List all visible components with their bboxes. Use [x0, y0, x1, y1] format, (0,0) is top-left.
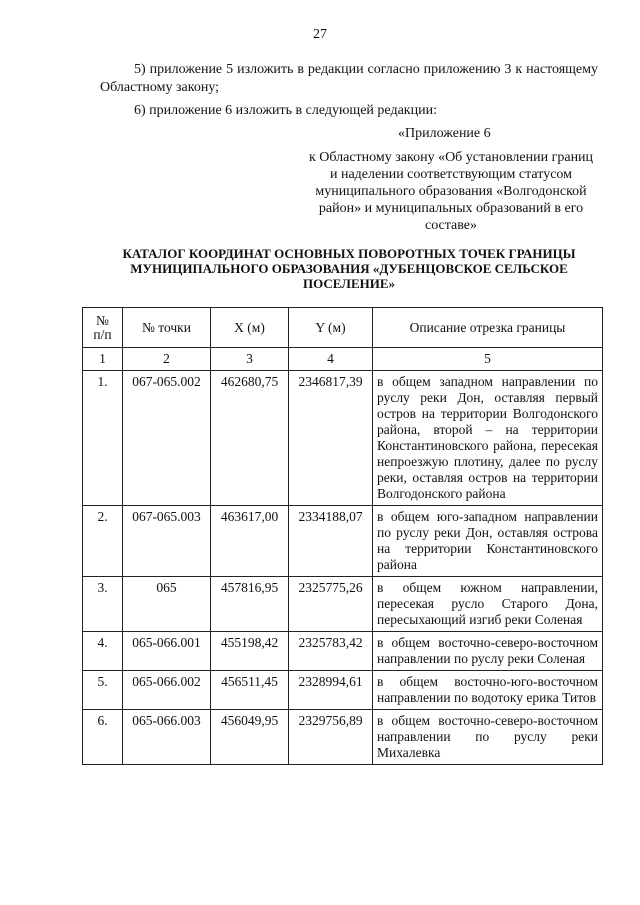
column-number: 4 [289, 348, 373, 371]
header-num-line2: п/п [93, 326, 112, 342]
column-number: 5 [373, 348, 603, 371]
table-row [83, 671, 603, 710]
y-coordinate: 2334188,07 [289, 506, 373, 577]
paragraph-item-6: 6) приложение 6 изложить в следующей редакции: [134, 103, 437, 118]
page-number: 27 [313, 27, 327, 42]
appendix-title: «Приложение 6 [398, 126, 491, 141]
point-id: 065 [123, 577, 211, 632]
header-num [83, 308, 123, 348]
y-coordinate: 2325775,26 [289, 577, 373, 632]
segment-description: в общем восточно-северо-восточном направлении по руслу реки Михалевка [373, 710, 603, 765]
segment-description: в общем южном направлении, пересекая русло Старого Дона, пересыхающий изгиб реки Соленая [373, 577, 603, 632]
header-point: № точки [123, 308, 211, 348]
column-number: 3 [211, 348, 289, 371]
header-num-line1: № [96, 312, 109, 328]
row-number: 2. [83, 506, 123, 577]
point-id: 067-065.002 [123, 371, 211, 506]
y-coordinate: 2328994,61 [289, 671, 373, 710]
x-coordinate: 455198,42 [211, 632, 289, 671]
x-coordinate: 456511,45 [211, 671, 289, 710]
point-id: 065-066.001 [123, 632, 211, 671]
row-number: 5. [83, 671, 123, 710]
x-coordinate: 463617,00 [211, 506, 289, 577]
y-coordinate: 2346817,39 [289, 371, 373, 506]
catalog-title: КАТАЛОГ КООРДИНАТ ОСНОВНЫХ ПОВОРОТНЫХ ТОЧЕК ГРАНИЦЫ МУНИЦИПАЛЬНОГО ОБРАЗОВАНИЯ «ДУБЕНЦОВСКОЕ СЕЛЬСКОЕ ПОСЕЛЕНИЕ» [122, 246, 576, 291]
header-desc: Описание отрезка границы [373, 308, 603, 348]
y-coordinate: 2329756,89 [289, 710, 373, 765]
header-x: X (м) [211, 308, 289, 348]
segment-description: в общем западном направлении по руслу реки Дон, оставляя первый остров на территории Волгодонского района, второй – на территории Константиновского района, пересекая непроезжую плотину, далее по руслу реки, оставляя остров на территории Волгодонского района [373, 371, 603, 506]
x-coordinate: 457816,95 [211, 577, 289, 632]
point-id: 065-066.002 [123, 671, 211, 710]
appendix-caption: к Областному закону «Об установлении границ и наделении соответствующим статусом муниципального образования «Волгодонской район» и муниципальных образований в его составе» [308, 150, 594, 233]
row-number: 3. [83, 577, 123, 632]
point-id: 067-065.003 [123, 506, 211, 577]
table-row [83, 710, 603, 765]
x-coordinate: 462680,75 [211, 371, 289, 506]
row-number: 4. [83, 632, 123, 671]
table-row [83, 577, 603, 632]
segment-description: в общем восточно-северо-восточном направлении по руслу реки Соленая [373, 632, 603, 671]
column-number-row [83, 348, 603, 371]
table-row [83, 371, 603, 506]
row-number: 1. [83, 371, 123, 506]
coordinates-table [82, 307, 603, 765]
y-coordinate: 2325783,42 [289, 632, 373, 671]
column-number: 1 [83, 348, 123, 371]
paragraph-item-5: 5) приложение 5 изложить в редакции согласно приложению 3 к настоящему Областному закону; [100, 62, 598, 95]
column-number: 2 [123, 348, 211, 371]
header-y: Y (м) [289, 308, 373, 348]
segment-description: в общем юго-западном направлении по руслу реки Дон, оставляя острова на территории Константиновского района [373, 506, 603, 577]
x-coordinate: 456049,95 [211, 710, 289, 765]
row-number: 6. [83, 710, 123, 765]
segment-description: в общем восточно-юго-восточном направлении по водотоку ерика Титов [373, 671, 603, 710]
table-header-row [83, 308, 603, 348]
table-row [83, 632, 603, 671]
table-row [83, 506, 603, 577]
point-id: 065-066.003 [123, 710, 211, 765]
